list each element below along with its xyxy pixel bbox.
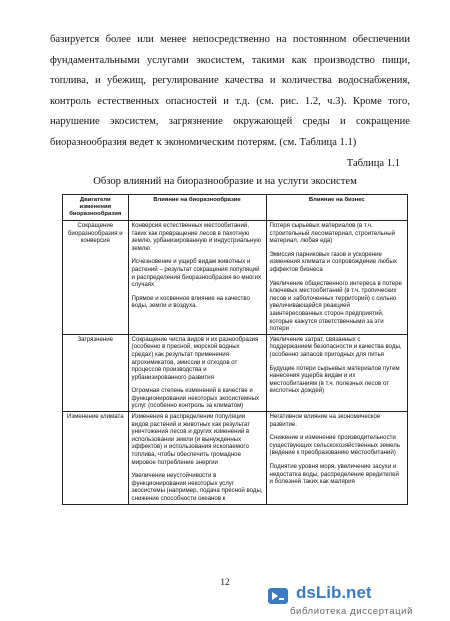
table-header-row bbox=[63, 195, 408, 221]
cell-paragraph: Изменения в распределении популяции видов растений и животных как результат уничтожения лесов и других изменений в использовании земли (и вынужденных эффектов) и использования ископаемого топлива, чтобы обеспечить громадное мировое потребление энергии bbox=[131, 413, 250, 466]
cell-paragraph: Конверсия естественных местообитаний, таких как превращение лесов в пахотную землю, урбанизированную и индустриальную землю bbox=[131, 222, 261, 252]
watermark[interactable] bbox=[260, 582, 450, 621]
cell-paragraph: Сокращение числа видов и их разнообразия (особенно в пресной, морской водных средах) как результат применения агрохимикатов, эмиссии и отходов от процессов производства и урбанизированного развития bbox=[131, 335, 259, 381]
table-title: Обзор влияний на биоразнообразие и на услуги экосистем bbox=[93, 176, 357, 187]
page-number: 12 bbox=[220, 578, 230, 588]
driver-cell: Загрязнение bbox=[63, 334, 129, 411]
dslib-logo-icon bbox=[266, 584, 290, 608]
text-line: биоразнообразия ведет к экономическим потерям. (см. Таблица 1.1) bbox=[50, 136, 357, 148]
table-row bbox=[63, 334, 408, 411]
watermark-tagline: библиотека диссертаций bbox=[290, 606, 413, 617]
impact-table bbox=[62, 194, 408, 505]
cell-paragraph: Увеличение общественного интереса в потере ключевых местообитаний (в т.ч. тропических лесов и заболоченных территорий) с сильно увеличивающейся реакцией заинтересованных сторон предприятий, которые кажутся ответственными за эти потери bbox=[269, 279, 402, 333]
cell-paragraph: Огромная степень изменений в качестве и функционировании некоторых экосистемных услуг (особенно контроль за климатом) bbox=[131, 387, 260, 410]
driver-cell: Сокращение биоразнообразия и конверсия bbox=[63, 221, 129, 335]
cell-paragraph: Увеличение неустойчивости в функционировании некоторых услуг экосистемы (например, подача пресной воды, снижение способности океанов к bbox=[131, 472, 263, 502]
cell-paragraph: Увеличение затрат, связанных с поддержанием безопасности и качества воды, (особенно запасов пригодных для питья bbox=[269, 335, 402, 358]
intro-paragraph bbox=[50, 30, 410, 153]
text-line: фундаментальными услугами экосистем, такими как производство пищи, bbox=[50, 54, 410, 66]
cell-paragraph: Прямое и косвенное влияние на качество воды, земли и воздуха. bbox=[131, 294, 250, 310]
cell-paragraph: Потеря сырьевых материалов (в т.ч. строительный лесоматериал, строительный материал, любая еда) bbox=[269, 222, 395, 245]
driver-cell: Изменение климата bbox=[63, 412, 129, 505]
header-drivers: Двигатели изменения биоразнообразия bbox=[63, 195, 129, 221]
table-row bbox=[63, 412, 408, 505]
watermark-brand: dsLib.net bbox=[296, 583, 372, 602]
cell-paragraph: Негативное влияние на экономическое развитие. bbox=[269, 413, 381, 428]
cell-paragraph: Исчезновение и ущерб видам животных и растений – результат сокращения популяций и распределения биоразнообразия во многих случаях bbox=[131, 258, 262, 289]
business-cell bbox=[266, 412, 407, 505]
text-line: контроль естественных опасностей и т.д. (см. рис. 1.2, ч.3). Кроме того, bbox=[50, 95, 410, 107]
cell-paragraph: Поднятие уровня моря, увеличение засухи и недостатка воды, распределение вредителей и болезней таких как малярия bbox=[269, 463, 399, 486]
cell-paragraph: Эмиссия парниковых газов и ускорение изменения климата и сопровождение любых эффектов бизнеса bbox=[269, 250, 397, 273]
table-number: Таблица 1.1 bbox=[346, 158, 400, 169]
table-row bbox=[63, 221, 408, 335]
cell-paragraph: Будущие потери сырьевых материалов путем нанесения ущерба видам и их местообитаниям (в т.ч. полезных лесов от кислотных дождей) bbox=[269, 364, 400, 395]
header-biodiversity-impact: Влияние на биоразнообразие bbox=[128, 195, 266, 221]
text-line: базируется более или менее непосредственно на постоянном обеспечении bbox=[50, 34, 410, 45]
header-business-impact: Влияние на бизнес bbox=[266, 195, 407, 221]
cell-paragraph: Снижение и изменение производительности существующих сельскохозяйственных земель (ведение к преобразованию местообитаний) bbox=[269, 434, 401, 457]
biodiversity-cell bbox=[128, 334, 266, 411]
biodiversity-cell bbox=[128, 412, 266, 505]
text-line: топлива, и убежищ, регулирование качества и количества водоснабжения, bbox=[50, 75, 410, 86]
business-cell bbox=[266, 221, 407, 335]
text-line: нарушение экосистем, загрязнение окружающей среды и сокращение bbox=[50, 116, 410, 127]
business-cell bbox=[266, 334, 407, 411]
biodiversity-cell bbox=[128, 221, 266, 335]
